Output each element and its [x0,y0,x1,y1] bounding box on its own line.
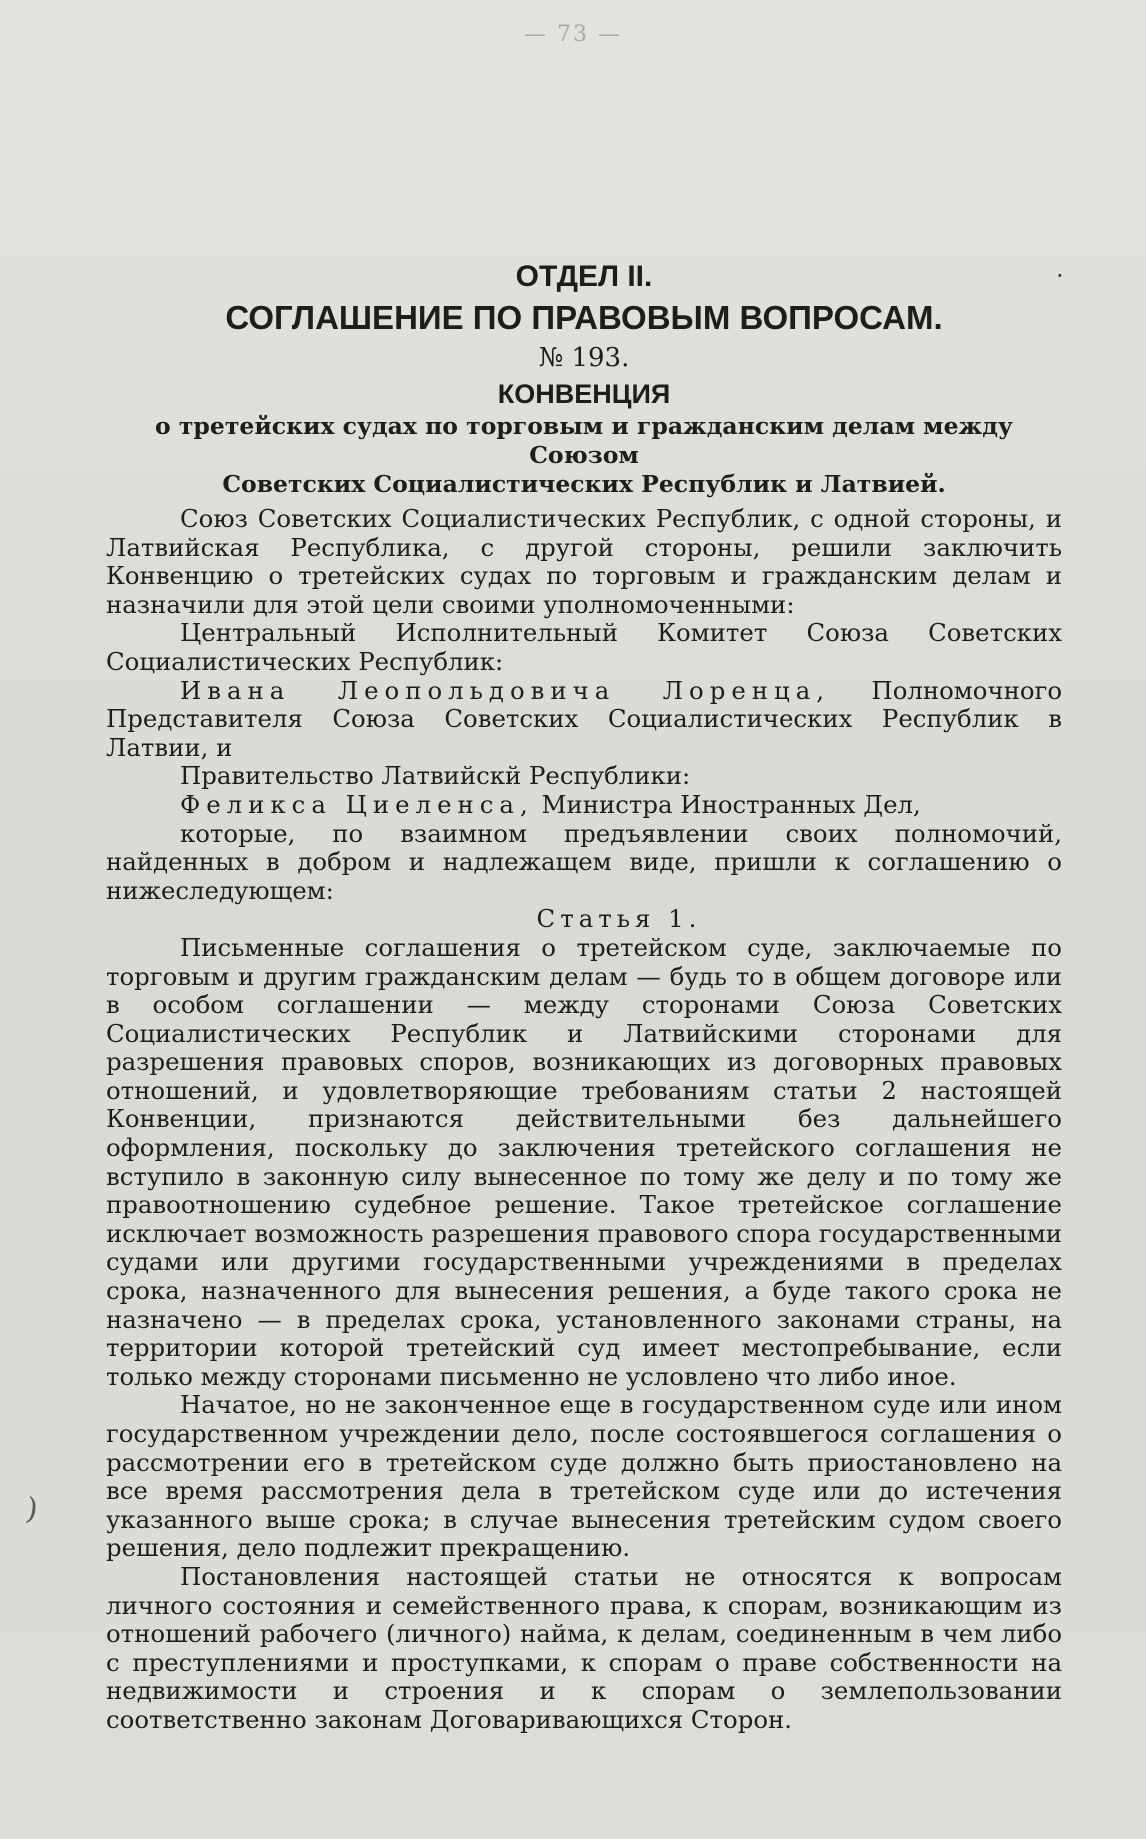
representative-1-title: Полномочного Представителя Союза Советских Социалистических Республик в Латвии, и [106,675,1062,762]
article-heading: Статья 1. [536,904,702,934]
section-heading: ОТДЕЛ II. [515,260,653,293]
document-number: № 193. [538,343,630,373]
page-number: — 73 — [524,22,622,47]
preamble-representative-1 [106,677,1062,763]
preamble-party-2: Правительство Латвийскй Республики: [180,761,691,791]
article-paragraph-1: Письменные соглашения о третейском суде, заключаемые по торговым и другим гражданским делам — будь то в общем договоре или в особом соглашении — между сторонами Союза Советских Социалистических Республик и Латвийскими сторонами для разрешения правовых споров, возникающих из договорных правовых отношений, и удовлетворяющие требованиям статьи 2 настоящей Конвенции, признаются действительными без дальнейшего оформления, поскольку до заключения третейского соглашения не вступило в законную силу вынесенное по тому же делу и по тому же правоотношению судебное решение. Такое третейское соглашение исключает возможность разрешения правового спора государственными судами или другими государственными учреждениями в пределах срока, назначенного для вынесения решения, а буде такого срока не назначено — в пределах срока, установленного законами страны, на территории которой третейский суд имеет местопребывание, если только между сторонами письменно не условлено что либо иное. [106,932,1062,1391]
margin-pencil-mark: ) [23,1491,41,1528]
document-subtitle [106,412,1062,499]
margin-dot-mark: · [1056,262,1064,290]
bleed-through-texture [90,60,1070,225]
document-body [106,258,1062,1735]
representative-2-name: Феликса Циеленса, [180,789,534,819]
preamble-conclusion: которые, по взаимном предъявлении своих полномочий, найденных в добром и надлежащем виде, пришли к соглашению о нижеследующем: [106,818,1062,905]
section-title: СОГЛАШЕНИЕ ПО ПРАВОВЫМ ВОПРОСАМ. [225,299,943,336]
preamble-representative-2 [106,791,1062,820]
subtitle-line-2: Советских Социалистических Республик и Латвией. [222,470,946,498]
representative-2-title: Министра Иностранных Дел, [541,789,921,819]
preamble-intro: Союз Советских Социалистических Республик, с одной стороны, и Латвийская Республика, с другой стороны, решили заключить Конвенцию о третейских судах по торговым и гражданским делам и назначили для этой цели своими уполномоченными: [106,504,1062,619]
article-paragraph-2: Начатое, но не законченное еще в государственном суде или ином государственном учреждении дело, после состоявшегося соглашения о рассмотрении его в третейском суде должно быть приостановлено на все время рассмотрения дела в третейском суде или до истечения указанного выше срока; в случае вынесения третейским судом своего решения, дело подлежит прекращению. [106,1390,1062,1563]
subtitle-line-1: о третейских судах по торговым и гражданским делам между Союзом [155,412,1013,469]
preamble-party-1: Центральный Исполнительный Комитет Союза Советских Социалистических Республик: [106,618,1062,676]
article-paragraph-3: Постановления настоящей статьи не относятся к вопросам личного состояния и семейственного права, к спорам, возникающим из отношений рабочего (личного) найма, к делам, соединенным в чем либо с преступлениями и проступками, к спорам о праве собственности на недвижимости и строения и к спорам о землепользовании соответственно законам Договаривающихся Сторон. [106,1561,1062,1734]
representative-1-name: Ивана Леопольдовича Лоренца, [180,675,831,705]
document-type: КОНВЕНЦИЯ [497,379,671,409]
